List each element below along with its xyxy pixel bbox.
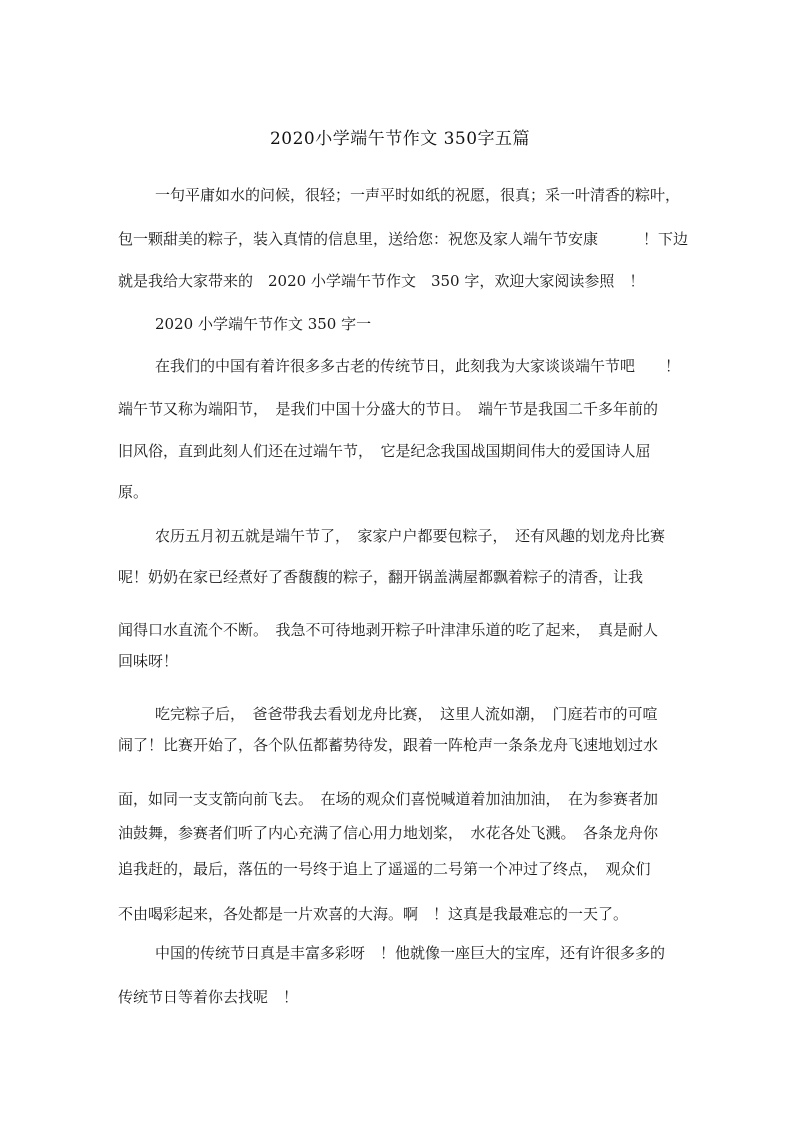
intro-line: 包一颗甜美的粽子，装入真情的信息里，送给您：祝您及家人端午节安康 ！下边 — [118, 230, 689, 248]
section-heading: 2020 小学端午节作文 350 字一 — [155, 315, 372, 333]
body-line: 中国的传统节日真是丰富多彩呀 ！他就像一座巨大的宝库，还有许很多多的 — [155, 944, 666, 962]
body-line: 农历五月初五就是端午节了， 家家户户都要包粽子， 还有风趣的划龙舟比赛 — [155, 527, 666, 545]
intro-line: 就是我给大家带来的 2020 小学端午节作文 350 字，欢迎大家阅读参照 ！ — [118, 272, 645, 290]
body-line: 不由喝彩起来，各处都是一片欢喜的大海。啊 ！这真是我最难忘的一天了。 — [118, 905, 629, 923]
body-line: 呢！奶奶在家已经煮好了香馥馥的粽子，翻开锅盖满屋都飘着粽子的清香，让我 — [118, 568, 644, 586]
body-line: 传统节日等着你去找呢 ！ — [118, 988, 299, 1006]
body-line: 面，如同一支支箭向前飞去。 在场的观众们喜悦喊道着加油加油， 在为参赛者加 — [118, 790, 659, 808]
body-line: 闹了！比赛开始了，各个队伍都蓄势待发，跟着一阵枪声一条条龙舟飞速地划过水 — [118, 736, 659, 754]
document-title: 2020小学端午节作文 350字五篇 — [269, 129, 531, 149]
body-line: 吃完粽子后， 爸爸带我去看划龙舟比赛， 这里人流如潮， 门庭若市的可喧 — [155, 705, 658, 723]
body-line: 回味呀！ — [118, 652, 179, 670]
body-line: 油鼓舞，参赛者们听了内心充满了信心用力地划桨， 水花各处飞溅。 各条龙舟你 — [118, 824, 659, 842]
body-line: 追我赶的，最后，落伍的一号终于追上了遥遥的二号第一个冲过了终点， 观众们 — [118, 860, 651, 878]
body-line: 原。 — [118, 483, 149, 501]
body-line: 闻得口水直流个不断。 我急不可待地剥开粽子叶津津乐道的吃了起来， 真是耐人 — [118, 621, 659, 639]
body-line: 旧风俗，直到此刻人们还在过端午节， 它是纪念我国战国期间伟大的爱国诗人屈 — [118, 442, 651, 460]
body-line: 端午节又称为端阳节， 是我们中国十分盛大的节日。 端午节是我国二千多年前的 — [118, 400, 659, 418]
body-line: 在我们的中国有着许很多多古老的传统节日，此刻我为大家谈谈端午节吧 ！ — [155, 357, 681, 375]
intro-line: 一句平庸如水的问候，很轻；一声平时如纸的祝愿，很真；采一叶清香的粽叶， — [155, 186, 681, 204]
